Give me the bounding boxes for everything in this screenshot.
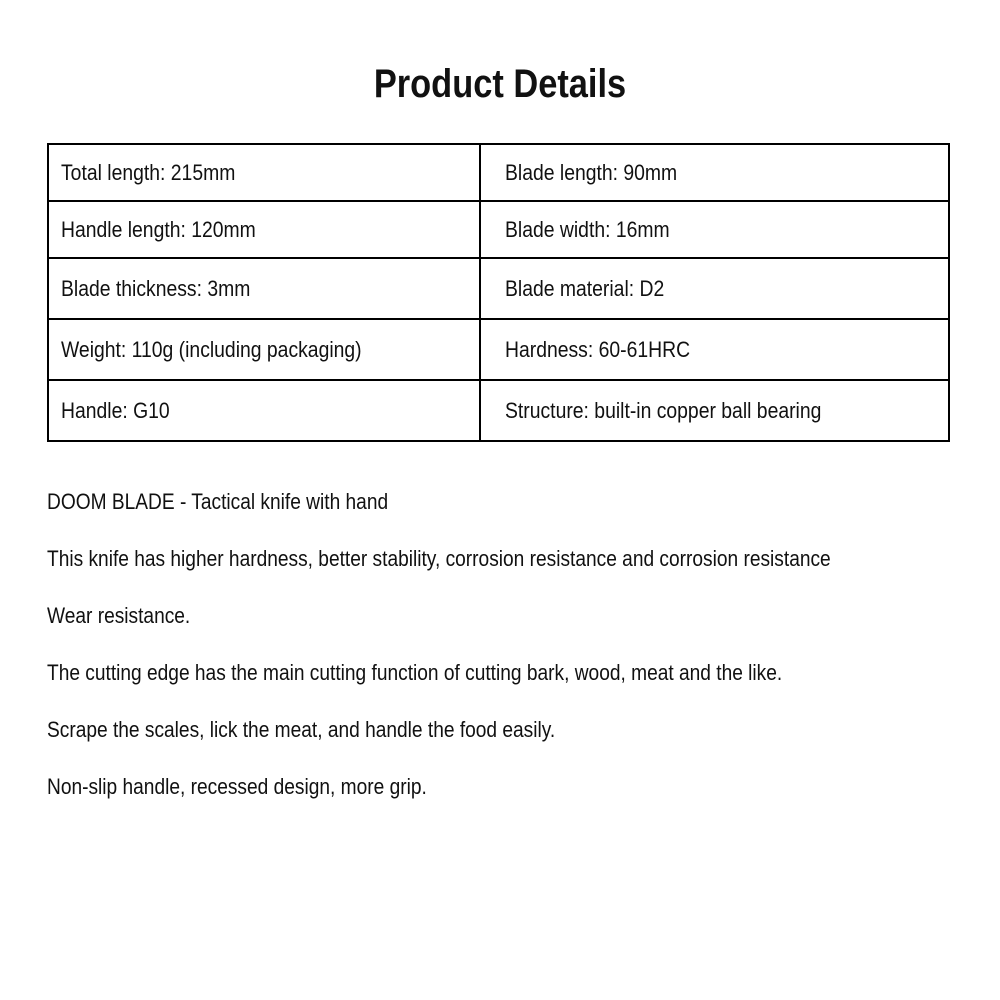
description-text: Non-slip handle, recessed design, more grip. xyxy=(47,774,427,799)
description-text: The cutting edge has the main cutting function of cutting bark, wood, meat and the like. xyxy=(47,660,783,685)
list-item xyxy=(47,482,1000,539)
description-text: This knife has higher hardness, better stability, corrosion resistance and corrosion resistance xyxy=(47,546,831,571)
spec-cell-handle xyxy=(48,380,480,441)
spec-cell-blade-material xyxy=(480,258,949,319)
list-item xyxy=(47,539,1000,596)
table-row xyxy=(48,201,949,258)
spec-text: Blade length: 90mm xyxy=(505,159,678,185)
description-text: Scrape the scales, lick the meat, and handle the food easily. xyxy=(47,717,556,742)
spec-text: Weight: 110g (including packaging) xyxy=(61,336,362,362)
spec-text: Blade material: D2 xyxy=(505,275,665,301)
description-text: Wear resistance. xyxy=(47,603,191,628)
spec-cell-blade-width xyxy=(480,201,949,258)
spec-cell-weight xyxy=(48,319,480,380)
description-list xyxy=(47,482,1000,824)
spec-cell-hardness xyxy=(480,319,949,380)
table-row xyxy=(48,144,949,201)
spec-text: Handle length: 120mm xyxy=(61,216,256,242)
table-row xyxy=(48,319,949,380)
spec-cell-blade-length xyxy=(480,144,949,201)
list-item xyxy=(47,596,1000,653)
spec-cell-blade-thickness xyxy=(48,258,480,319)
spec-table xyxy=(47,143,950,442)
description-text: DOOM BLADE - Tactical knife with hand xyxy=(47,489,389,514)
table-row xyxy=(48,380,949,441)
list-item xyxy=(47,653,1000,710)
spec-text: Handle: G10 xyxy=(61,397,170,423)
table-row xyxy=(48,258,949,319)
spec-cell-structure xyxy=(480,380,949,441)
spec-text: Total length: 215mm xyxy=(61,159,236,185)
list-item xyxy=(47,710,1000,767)
spec-cell-handle-length xyxy=(48,201,480,258)
spec-text: Blade width: 16mm xyxy=(505,216,670,242)
spec-text: Blade thickness: 3mm xyxy=(61,275,251,301)
spec-text: Hardness: 60-61HRC xyxy=(505,336,691,362)
page-title: Product Details xyxy=(373,62,627,106)
spec-cell-total-length xyxy=(48,144,480,201)
spec-text: Structure: built-in copper ball bearing xyxy=(505,397,822,423)
list-item xyxy=(47,767,1000,824)
